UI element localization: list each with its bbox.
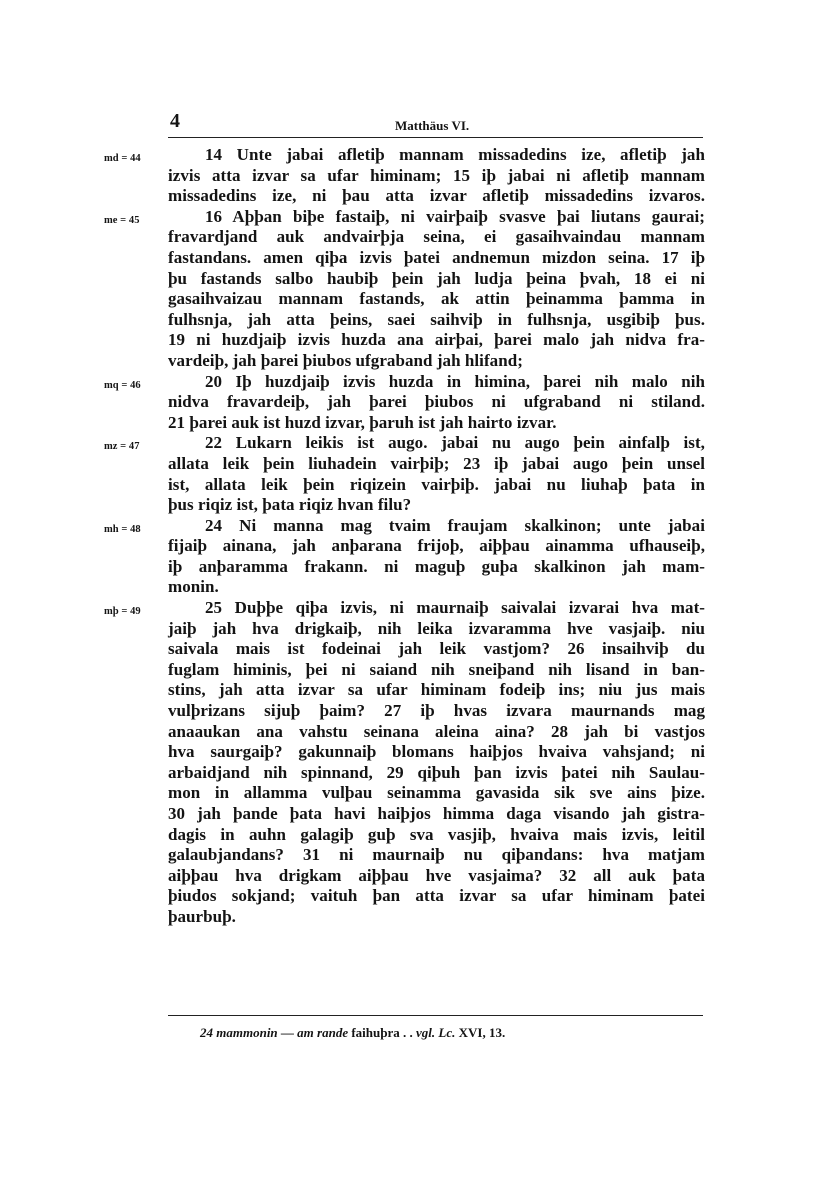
text-line: ist, allata leik þein riqizein vairþiþ. jabai nu liuhaþ þata in <box>168 474 705 494</box>
text-line: allata leik þein liuhadein vairþiþ; 23 iþ jabai augo þein unsel <box>168 453 705 473</box>
text-line: fravardjand auk andvairþja seina, ei gasaihvaindau mannam <box>168 227 705 247</box>
text-line: þu fastands salbo haubiþ þein jah ludja þeina þvah, 18 ei ni <box>168 268 705 288</box>
text-line: fijaiþ ainana, jah anþarana frijoþ, aiþþau ainamma ufhauseiþ, <box>168 536 705 556</box>
text-line: fulhsnja, jah atta þeins, saei saihviþ in fulhsnja, usgibiþ þus. <box>168 309 705 329</box>
footnote-citation: XVI, 13. <box>458 1025 506 1040</box>
page-number: 4 <box>170 110 180 132</box>
footnote-dash: — <box>280 1025 294 1040</box>
footnote-rule <box>168 1015 703 1016</box>
text-line: izvis atta izvar sa ufar himinam; 15 iþ jabai ni afletiþ mannam <box>168 165 705 185</box>
text-line: me = 45 16 Aþþan biþe fastaiþ, ni vairþaiþ svasve þai liutans gaurai; <box>168 207 705 228</box>
text-line: mþ = 49 25 Duþþe qiþa izvis, ni maurnaiþ saivalai izvarai hva mat- <box>168 598 705 619</box>
text-line: arbaidjand nih spinnand, 29 qiþuh þan izvis þatei nih Saulau- <box>168 762 705 782</box>
text-line: iþ anþaramma frakann. ni maguþ guþa skalkinon jah mam- <box>168 556 705 576</box>
text-line: anaaukan ana vahstu seinana aleina aina? 28 jah bi vastjos <box>168 721 705 741</box>
text-line: saivala mais ist fodeinai jah leik vastjom? 26 insaihviþ du <box>168 639 705 659</box>
text-line: fuglam himinis, þei ni saiand nih sneiþand nih lisand in ban- <box>168 659 705 679</box>
text-line: nidva fravardeiþ, jah þarei þiubos ni ufgraband ni stiland. <box>168 392 705 412</box>
text-line: 30 jah þande þata havi haiþjos himma daga visando jah gistra- <box>168 804 705 823</box>
margin-reference: mz = 47 <box>104 441 140 453</box>
text-line: mon in allamma vulþau seinamma gavasida sik sve ains þize. <box>168 783 705 803</box>
header-rule <box>168 137 703 138</box>
text-line: jaiþ jah hva drigkaiþ, nih leika izvaramma hve vasjaiþ. niu <box>168 618 705 638</box>
text-line: hva saurgaiþ? gakunnaiþ blomans haiþjos hvaiva vahsjand; ni <box>168 742 705 762</box>
text-line: monin. <box>168 577 219 597</box>
footnote-note: am rande <box>297 1025 349 1040</box>
text-line: þus riqiz ist, þata riqiz hvan filu? <box>168 495 412 515</box>
margin-reference: md = 44 <box>104 153 141 164</box>
text-line: þiudos sokjand; vaituh þan atta izvar sa ufar himinam þatei <box>168 886 705 906</box>
margin-reference: mh = 48 <box>104 523 141 535</box>
text-line: mq = 46 20 Iþ huzdjaiþ izvis huzda in himina, þarei nih malo nih <box>168 372 705 393</box>
margin-reference: mþ = 49 <box>104 606 141 618</box>
footnote-ref: 24 <box>200 1025 213 1040</box>
margin-reference: mq = 46 <box>104 379 141 391</box>
text-line: mh = 48 24 Ni manna mag tvaim fraujam skalkinon; unte jabai <box>168 516 705 537</box>
running-head: Matthäus VI. <box>395 118 470 133</box>
text-line: 21 þarei auk ist huzd izvar, þaruh ist jah hairto izvar. <box>168 412 557 432</box>
text-line: vulþrizans sijuþ þaim? 27 iþ hvas izvara maurnands mag <box>168 701 705 721</box>
text-line: gasaihvaizau mannam fastands, ak attin þeinamma þamma in <box>168 289 705 309</box>
text-line: þaurbuþ. <box>168 906 236 926</box>
main-text <box>104 145 705 928</box>
text-line: galaubjandans? 31 ni maurnaiþ nu qiþandans: hva matjam <box>168 845 705 865</box>
text-line: stins, jah atta izvar sa ufar himinam fodeiþ ins; niu jus mais <box>168 680 705 700</box>
footnote-gloss: faihuþra . . <box>351 1025 413 1040</box>
text-line: vardeiþ, jah þarei þiubos ufgraband jah hlifand; <box>168 350 523 370</box>
text-line: md = 44 14 Unte jabai afletiþ mannam missadedins ize, afletiþ jah <box>168 145 705 166</box>
text-line: fastandans. amen qiþa izvis þatei andnemun mizdon seina. 17 iþ <box>168 247 705 267</box>
text-line: dagis in auhn galagiþ guþ sva vasjiþ, hvaiva mais izvis, leitil <box>168 824 705 844</box>
text-line: mz = 47 22 Lukarn leikis ist augo. jabai nu augo þein ainfalþ ist, <box>168 433 705 454</box>
text-line: aiþþau hva drigkam aiþþau hve vasjaima? 32 all auk þata <box>168 865 705 885</box>
footnote-book: Lc. <box>438 1025 456 1040</box>
footnote <box>200 1025 505 1041</box>
footnote-cf: vgl. <box>416 1025 436 1040</box>
margin-reference: me = 45 <box>104 214 140 226</box>
footnote-word: mammonin <box>216 1025 278 1040</box>
text-line: 19 ni huzdjaiþ izvis huzda ana airþai, þarei malo jah nidva fra- <box>168 330 705 350</box>
text-line: missadedins ize, ni þau atta izvar afletiþ missadedins izvaros. <box>168 186 705 206</box>
